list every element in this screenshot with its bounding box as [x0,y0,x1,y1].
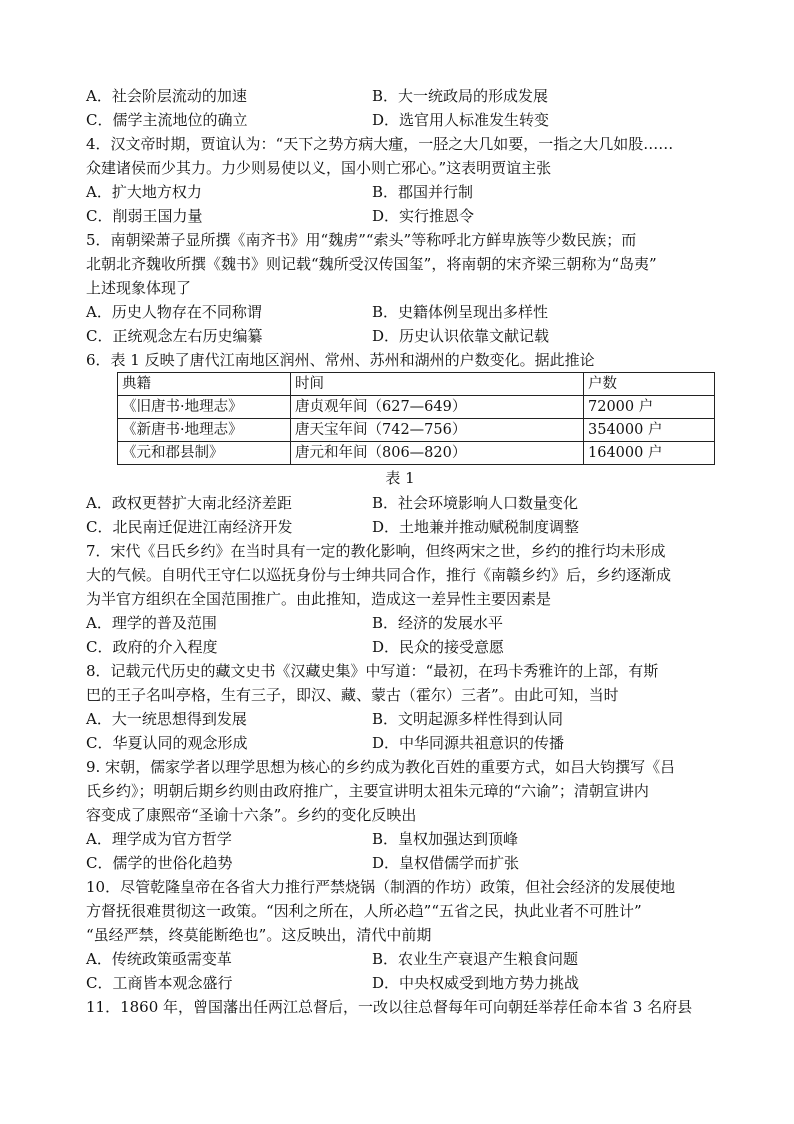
q8-option-d[interactable]: D．中华同源共祖意识的传播 [372,734,565,752]
q3-options-row-2 [86,108,714,132]
q3-option-b[interactable]: B．大一统政局的形成发展 [372,87,549,105]
q11-stem-line-1: 11．1860 年，曾国藩出任两江总督后，一改以往总督每年可向朝廷举荐任命本省 3 名府县 [86,998,693,1016]
exam-page [86,84,714,1019]
table-header-cell: 时间 [291,373,584,396]
table-header-cell: 户数 [584,373,715,396]
table-row [118,396,715,419]
q10-option-c[interactable]: C．工商皆本观念盛行 [86,974,233,992]
q9-stem-line-3: 容变成了康熙帝“圣谕十六条”。乡约的变化反映出 [86,806,417,824]
q6-options-row-1 [86,491,714,515]
q7-option-a[interactable]: A．理学的普及范围 [86,614,217,632]
q9-option-b[interactable]: B．皇权加强达到顶峰 [372,830,519,848]
q4-stem-line-2: 众建诸侯而少其力。力少则易使以义，国小则亡邪心。”这表明贾谊主张 [86,159,552,177]
q10-stem-line-3: “虽经严禁，终莫能断绝也”。这反映出，清代中前期 [86,926,432,944]
q5-stem-line-1: 5．南朝梁萧子显所撰《南齐书》用“魏虏”“索头”等称呼北方鲜卑族等少数民族；而 [86,231,637,249]
q10-option-b[interactable]: B．农业生产衰退产生粮食问题 [372,950,579,968]
q8-options-row-1 [86,707,714,731]
q3-option-a[interactable]: A．社会阶层流动的加速 [86,87,247,105]
q4-option-d[interactable]: D．实行推恩令 [372,207,475,225]
q3-option-c[interactable]: C．儒学主流地位的确立 [86,111,248,129]
q7-options-row-1 [86,611,714,635]
q5-option-a[interactable]: A．历史人物存在不同称谓 [86,303,262,321]
q7-stem-line-3: 为半官方组织在全国范围推广。由此推知，造成这一差异性主要因素是 [86,590,552,608]
q9-stem-line-2: 氏乡约》；明朝后期乡约则由政府推广，主要宣讲明太祖朱元璋的“六谕”；清朝宣讲内 [86,782,649,800]
table-header-cell: 典籍 [118,373,291,396]
q5-stem-line-3: 上述现象体现了 [86,279,192,297]
table-row [118,442,715,465]
q10-stem-line-1: 10．尽管乾隆皇帝在各省大力推行严禁烧锅（制酒的作坊）政策，但社会经济的发展使地 [86,878,676,896]
table-row [118,419,715,442]
q6-option-a[interactable]: A．政权更替扩大南北经济差距 [86,494,292,512]
q9-option-a[interactable]: A．理学成为官方哲学 [86,830,232,848]
q4-stem-line-1: 4．汉文帝时期，贾谊认为：“天下之势方病大瘇，一胫之大几如要，一指之大几如股…… [86,135,674,153]
q5-options-row-1 [86,300,714,324]
table-caption: 表 1 [385,469,415,487]
q8-option-c[interactable]: C．华夏认同的观念形成 [86,734,248,752]
q10-options-row-1 [86,947,714,971]
q6-stem-line-1: 6．表 1 反映了唐代江南地区润州、常州、苏州和湖州的户数变化。据此推论 [86,351,595,369]
table-cell: 《元和郡县制》 [118,442,291,465]
q3-options-row-1 [86,84,714,108]
q8-stem-line-1: 8．记载元代历史的藏文史书《汉藏史集》中写道：“最初，在玛卡秀雅许的上部，有斯 [86,662,659,680]
q10-stem-line-2: 方督抚很难贯彻这一政策。“因利之所在，人所必趋”“五省之民，执此业者不可胜计” [86,902,642,920]
q6-option-b[interactable]: B．社会环境影响人口数量变化 [372,494,579,512]
q9-option-d[interactable]: D．皇权借儒学而扩张 [372,854,520,872]
q5-stem-line-2: 北朝北齐魏收所撰《魏书》则记载“魏所受汉传国玺”，将南朝的宋齐梁三朝称为“岛夷” [86,255,657,273]
q9-stem-line-1: 9. 宋朝，儒家学者以理学思想为核心的乡约成为教化百姓的重要方式，如吕大钧撰写《吕 [86,758,676,776]
q6-options-row-2 [86,515,714,539]
q4-option-c[interactable]: C．削弱王国力量 [86,207,203,225]
q10-option-d[interactable]: D．中央权威受到地方势力挑战 [372,974,580,992]
q5-option-d[interactable]: D．历史认识依靠文献记载 [372,327,550,345]
table-cell: 《新唐书·地理志》 [118,419,291,442]
q4-options-row-1 [86,180,714,204]
table-cell: 72000 户 [584,396,715,419]
q5-option-c[interactable]: C．正统观念左右历史编纂 [86,327,263,345]
q8-option-b[interactable]: B．文明起源多样性得到认同 [372,710,564,728]
q4-option-a[interactable]: A．扩大地方权力 [86,183,202,201]
table-cell: 唐天宝年间（742—756） [291,419,584,442]
q7-options-row-2 [86,635,714,659]
q8-option-a[interactable]: A．大一统思想得到发展 [86,710,247,728]
table-cell: 唐贞观年间（627—649） [291,396,584,419]
q7-option-c[interactable]: C．政府的介入程度 [86,638,218,656]
q4-options-row-2 [86,204,714,228]
household-table [117,372,715,465]
q9-option-c[interactable]: C．儒学的世俗化趋势 [86,854,233,872]
q5-option-b[interactable]: B．史籍体例呈现出多样性 [372,303,549,321]
table-cell: 164000 户 [584,442,715,465]
q8-options-row-2 [86,731,714,755]
q10-options-row-2 [86,971,714,995]
table-cell: 354000 户 [584,419,715,442]
q3-option-d[interactable]: D．选官用人标准发生转变 [372,111,550,129]
table-cell: 《旧唐书·地理志》 [118,396,291,419]
q7-option-d[interactable]: D．民众的接受意愿 [372,638,505,656]
q7-stem-line-2: 大的气候。自明代王守仁以巡抚身份与士绅共同合作，推行《南赣乡约》后，乡约逐渐成 [86,566,672,584]
q9-options-row-1 [86,827,714,851]
q5-options-row-2 [86,324,714,348]
q10-option-a[interactable]: A．传统政策亟需变革 [86,950,232,968]
table-header-row [118,373,715,396]
q4-option-b[interactable]: B．郡国并行制 [372,183,474,201]
q7-option-b[interactable]: B．经济的发展水平 [372,614,504,632]
table-cell: 唐元和年间（806—820） [291,442,584,465]
q9-options-row-2 [86,851,714,875]
q8-stem-line-2: 巴的王子名叫亭格，生有三子，即汉、藏、蒙古（霍尔）三者”。由此可知，当时 [86,686,619,704]
q6-option-d[interactable]: D．土地兼并推动赋税制度调整 [372,518,580,536]
q7-stem-line-1: 7．宋代《吕氏乡约》在当时具有一定的教化影响，但终两宋之世，乡约的推行均未形成 [86,542,666,560]
q6-option-c[interactable]: C．北民南迁促进江南经济开发 [86,518,293,536]
